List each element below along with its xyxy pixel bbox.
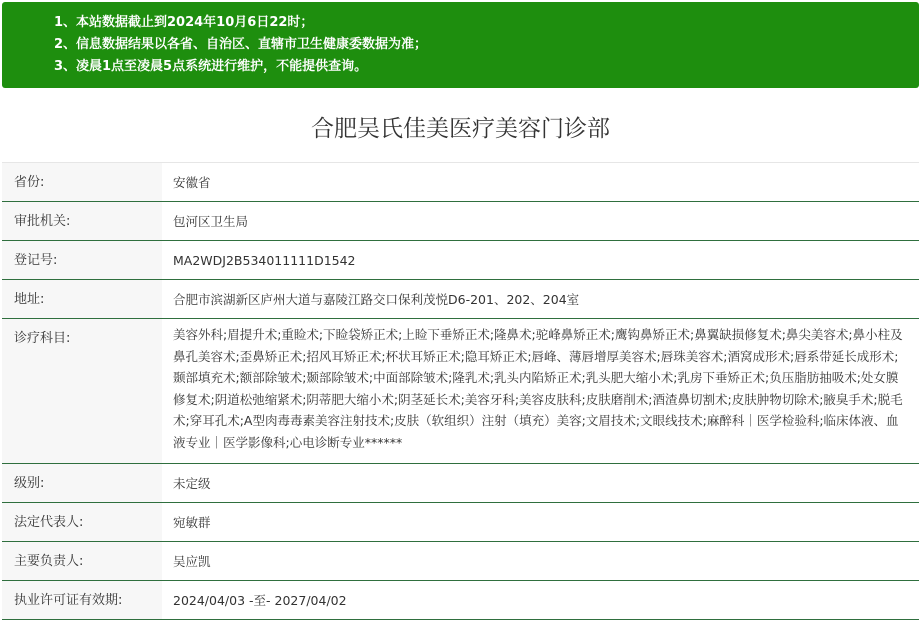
row-value: 未定级 — [173, 476, 211, 491]
page-title: 合肥吴氏佳美医疗美容门诊部 — [311, 116, 610, 142]
row-value: MA2WDJ2B534011111D1542 — [173, 253, 356, 268]
table-row-legal-rep — [2, 503, 919, 542]
table-row-principal — [2, 542, 919, 581]
info-table — [2, 162, 919, 620]
row-value: 宛敏群 — [173, 515, 211, 530]
row-label: 执业许可证有效期: — [2, 581, 162, 619]
row-label: 诊疗科目: — [2, 319, 162, 463]
row-label: 法定代表人: — [2, 503, 162, 541]
row-label: 主要负责人: — [2, 542, 162, 580]
row-value: 安徽省 — [173, 175, 211, 190]
table-row-province — [2, 163, 919, 202]
row-value: 合肥市滨湖新区庐州大道与嘉陵江路交口保利茂悦D6-201、202、204室 — [173, 292, 580, 307]
table-row-license-validity — [2, 581, 919, 620]
row-label: 地址: — [2, 280, 162, 318]
notice-item: 2、信息数据结果以各省、自治区、直辖市卫生健康委数据为准； — [54, 37, 428, 52]
row-value: 吴应凯 — [173, 554, 211, 569]
table-row-level — [2, 464, 919, 503]
row-label: 登记号: — [2, 241, 162, 279]
row-label: 省份: — [2, 163, 162, 201]
row-value: 2024/04/03 -至- 2027/04/02 — [173, 593, 347, 608]
table-row-authority — [2, 202, 919, 241]
row-label: 级别: — [2, 464, 162, 502]
table-row-registration — [2, 241, 919, 280]
notice-item: 1、本站数据截止到2024年10月6日22时； — [54, 15, 314, 30]
notice-banner — [2, 2, 919, 88]
row-value: 包河区卫生局 — [173, 214, 249, 229]
row-label: 审批机关: — [2, 202, 162, 240]
notice-item: 3、凌晨1点至凌晨5点系统进行维护，不能提供查询。 — [54, 59, 368, 74]
row-value: 美容外科;眉提升术;重睑术;下睑袋矫正术;上睑下垂矫正术;隆鼻术;驼峰鼻矫正术;鹰钩鼻矫正术;鼻翼缺损修复术;鼻尖美容术;鼻小柱及鼻孔美容术;歪鼻矫正术;招风耳矫正术;杯状耳矫正术;隐耳矫正术;唇峰、薄唇增厚美容术;唇珠美容术;酒窝成形术;唇系带延长成形术;颞部填充术;额部除皱术;颞部除皱术;中面部除皱术;隆乳术;乳头内陷矫正术;乳头肥大缩小术;乳房下垂矫正术;负压脂肪抽吸术;处女膜修复术;阴道松弛缩紧术;阴蒂肥大缩小术;阴茎延长术;美容牙科;美容皮肤科;皮肤磨削术;酒渣鼻切割术;皮肤肿物切除术;腋臭手术;脱毛术;穿耳孔术;A型肉毒毒素美容注射技术;皮肤（软组织）注射（填充）美容;文眉技术;文眼线技术;麻醉科｜医学检验科;临床体液、血液专业｜医学影像科;心电诊断专业****** — [173, 327, 903, 450]
table-row-departments — [2, 319, 919, 464]
table-row-address — [2, 280, 919, 319]
